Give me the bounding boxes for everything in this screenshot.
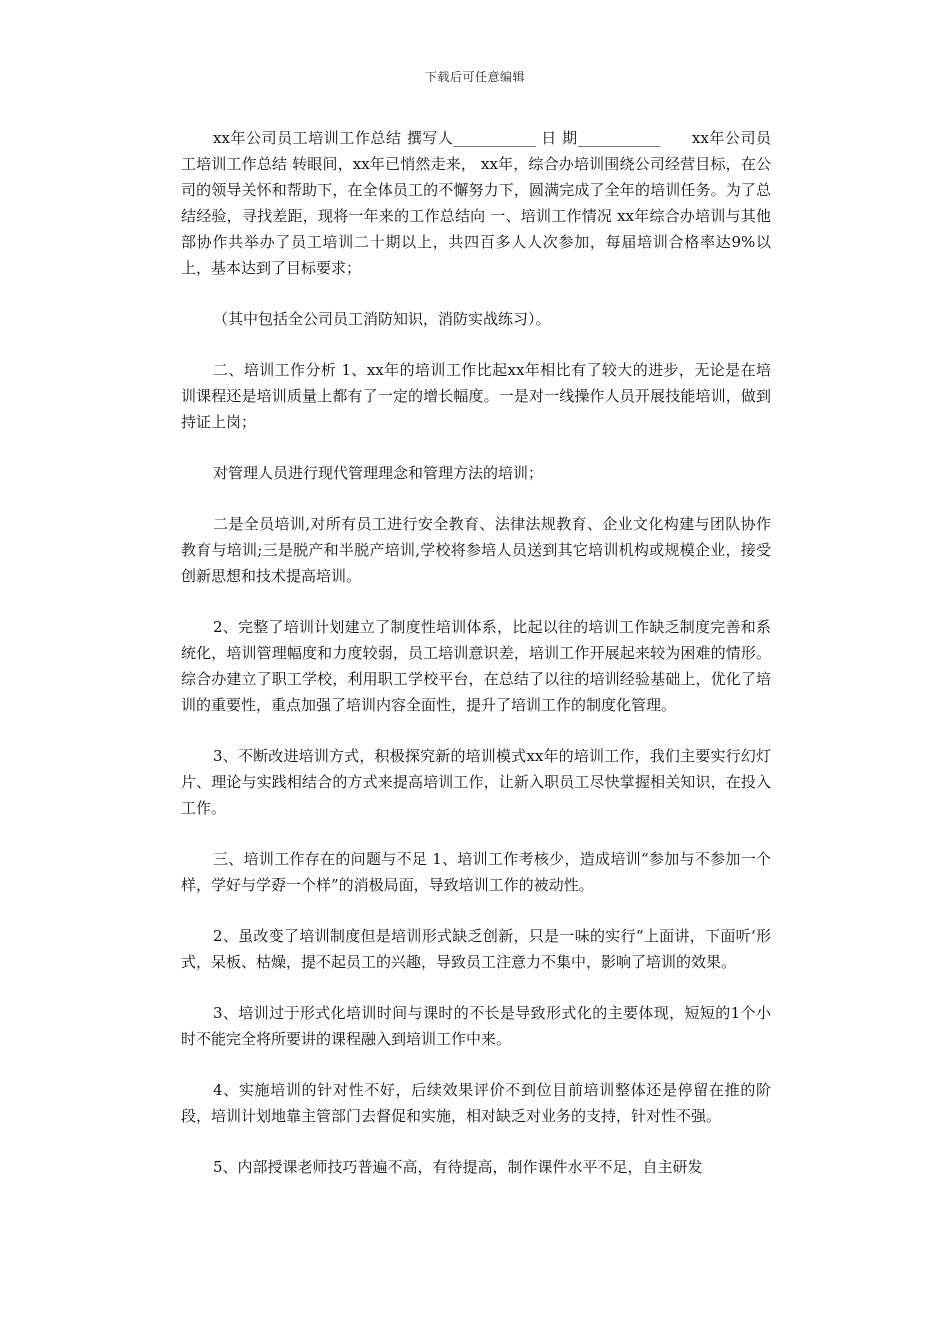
paragraph-problem-2: 2、虽改变了培训制度但是培训形式缺乏创新，只是一味的实行“上面讲，下面听‘形式，呆板、枯燥，提不起员工的兴趣，导致员工注意力不集中，影响了培训的效果。 — [181, 927, 771, 971]
paragraph-problem-5: 5、内部授课老师技巧普遍不高，有待提高，制作课件水平不足，自主研发 — [213, 1158, 703, 1176]
paragraph-analysis: 二、培训工作分析 1、xx年的培训工作比起xx年相比有了较大的进步，无论是在培训课程还是培训质量上都有了一定的增长幅度。一是对一线操作人员开展技能培训，做到持证上岗； — [181, 361, 771, 431]
paragraph-point-2: 2、完整了培训计划建立了制度性培训体系，比起以往的培训工作缺乏制度完善和系统化，培训管理幅度和力度较弱，员工培训意识差，培训工作开展起来较为困难的情形。综合办建立了职工学校，利用职工学校平台，在总结了以往的培训经验基础上，优化了培训的重要性，重点加强了培训内容全面性，提升了培训工作的制度化管理。 — [181, 618, 771, 714]
paragraph-point-3: 3、不断改进培训方式，积极探究新的培训模式xx年的培训工作，我们主要实行幻灯片、理论与实践相结合的方式来提高培训工作，让新入职员工尽快掌握相关知识，在投入工作。 — [181, 747, 771, 817]
paragraph-problem-4: 4、实施培训的针对性不好，后续效果评价不到位目前培训整体还是停留在推的阶段，培训计划地靠主管部门去督促和实施，相对缺乏对业务的支持，针对性不强。 — [181, 1081, 771, 1125]
page-header: 下载后可任意编辑 — [424, 70, 525, 84]
paragraph-problem-3: 3、培训过于形式化培训时间与课时的不长是导致形式化的主要体现，短短的1个小时不能完全将所要讲的课程融入到培训工作中来。 — [181, 1004, 771, 1048]
paragraph-management-training: 对管理人员进行现代管理理念和管理方法的培训； — [213, 464, 544, 482]
paragraph-problems: 三、培训工作存在的问题与不足 1、培训工作考核少，造成培训“参加与不参加一个样，学好与学孬一个样”的消极局面，导致培训工作的被动性。 — [181, 850, 771, 894]
document-body — [181, 125, 771, 1205]
paragraph-intro: xx年公司员工培训工作总结 撰写人___________ 日 期___________ xx年公司员工培训工作总结 转眼间，xx年已悄然走来， xx年，综合办培训围绕公司经营目标，在公司的领导关怀和帮助下，在全体员工的不懈努力下，圆满完成了全年的培训任务。为了总结经验，寻找差距，现将一年来的工作总结向 一、培训工作情况 xx年综合办培训与其他部协作共举办了员工培训二十期以上，共四百多人人次参加，每届培训合格率达9%以上，基本达到了目标要求； — [181, 129, 771, 277]
paragraph-all-staff-training: 二是全员培训,对所有员工进行安全教育、法律法规教育、企业文化构建与团队协作教育与培训;三是脱产和半脱产培训,学校将参培人员送到其它培训机构或规模企业，接受创新思想和技术提高培训。 — [181, 515, 771, 585]
paragraph-note: （其中包括全公司员工消防知识，消防实战练习）。 — [213, 310, 551, 328]
